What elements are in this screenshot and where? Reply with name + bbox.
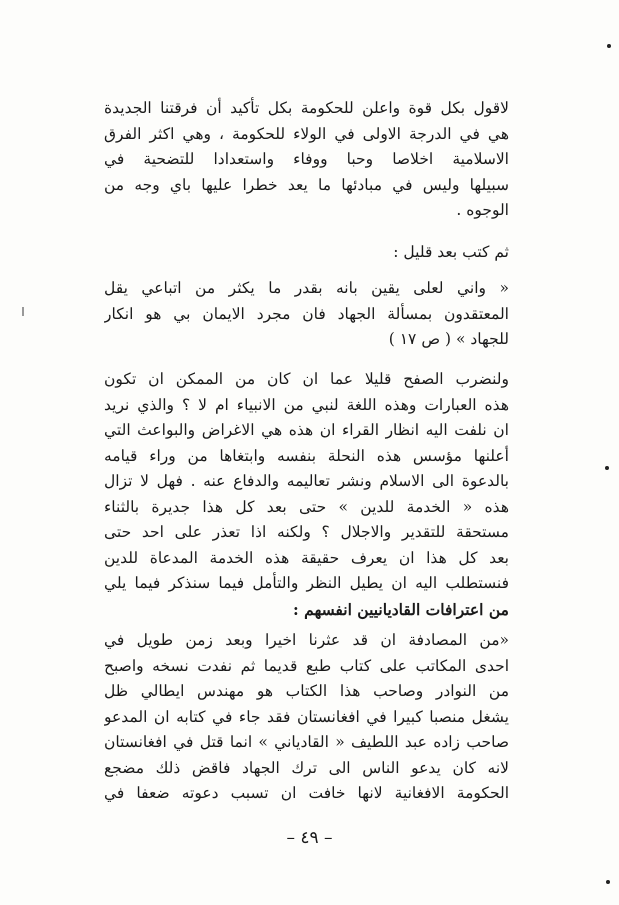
text-line: من اعترافات القاديانيين انفسهم : bbox=[293, 599, 509, 619]
page-number: – ٤٩ – bbox=[286, 828, 333, 848]
text-line: الحكومة الافغانية لانها خافت ان تسبب دعوته ضعفا في bbox=[104, 784, 509, 802]
text-line: صاحب زاده عبد اللطيف « القادياني » انما قتل في افغانستان bbox=[104, 733, 509, 751]
text-line: ان نلفت اليه انظار القراء ان هذه هي الاغراض والبواعث التي bbox=[104, 421, 509, 439]
paragraph-commentary bbox=[104, 367, 509, 622]
text-line: الاسلامية اخلاصا وحبا ووفاء واستعدادا للتضحية في bbox=[104, 150, 509, 168]
text-line: فنستطلب اليه ان يطيل النظر والتأمل فيما سنذكر فيما يلي bbox=[104, 574, 509, 592]
text-line: بعد كل هذا ان يعرف حقيقة هذه الخدمة المدعاة للدين bbox=[104, 548, 509, 567]
text-line: المعتقدون بمسألة الجهاد فان مجرد الايمان بي هو انكار bbox=[104, 304, 509, 323]
text-line: «من المصادفة ان قد عثرنا اخيرا وبعد زمن طويل في bbox=[104, 631, 509, 649]
text-line: الوجوه . bbox=[456, 201, 509, 219]
paragraph-italian-engineer bbox=[104, 628, 509, 807]
text-line: لانه كان يدعو الناس الى ترك الجهاد فاقض ذلك مضجع bbox=[104, 758, 509, 777]
text-line: هذه « الخدمة للدين » حتى بعد كل هذا جديرة بالثناء bbox=[104, 497, 509, 516]
text-line: ولنضرب الصفح قليلا عما ان كان من الممكن ان تكون bbox=[104, 370, 509, 388]
text-line: ثم كتب بعد قليل : bbox=[393, 243, 509, 261]
margin-tick-mark bbox=[22, 307, 24, 316]
text-line: أعلنها مؤسس هذه النحلة بنفسه وابتغاها من وراء قيامه bbox=[104, 446, 509, 465]
paragraph-loyalty-declaration bbox=[104, 96, 509, 224]
text-line: هي في الدرجة الاولى في الولاء للحكومة ، وهي اكثر الفرق bbox=[104, 124, 509, 143]
text-line: من النوادر وصاحب هذا الكتاب هو مهندس ايطالي ظل bbox=[104, 682, 509, 700]
text-line: سبيلها وليس في مبادئها ما يعد خطرا عليها باي وجه من bbox=[104, 175, 509, 194]
margin-dot-mark bbox=[606, 880, 610, 884]
text-line: هذه العبارات وهذه اللغة لنبي من الانبياء ام لا ؟ والذي نريد bbox=[104, 395, 509, 414]
text-line: « واني لعلى يقين بانه بقدر ما يكثر من اتباعي يقل bbox=[104, 279, 509, 297]
text-line: بالدعوة الى الاسلام ونشر تعاليمه والدفاع عنه . فهل لا تزال bbox=[104, 472, 509, 490]
paragraph-then-wrote bbox=[104, 240, 509, 266]
text-line: احدى المكاتب على كتاب طبع قديما ثم نفدت نسخه واصبح bbox=[104, 656, 509, 675]
paragraph-quote-jihad bbox=[104, 276, 509, 353]
text-line: لاقول بكل قوة واعلن للحكومة بكل تأكيد أن فرقتنا الجديدة bbox=[104, 99, 509, 117]
text-line: للجهاد » ( ص ١٧ ) bbox=[388, 330, 509, 348]
margin-dot-mark bbox=[607, 44, 611, 48]
text-line: مستحقة للتقدير والاجلال ؟ ولكنه اذا تعذر على احد حتى bbox=[104, 523, 509, 541]
text-line: يشغل منصبا كبيرا في افغانستان فقد جاء في كتابه ان المدعو bbox=[104, 707, 509, 726]
margin-dot-mark bbox=[605, 466, 609, 470]
